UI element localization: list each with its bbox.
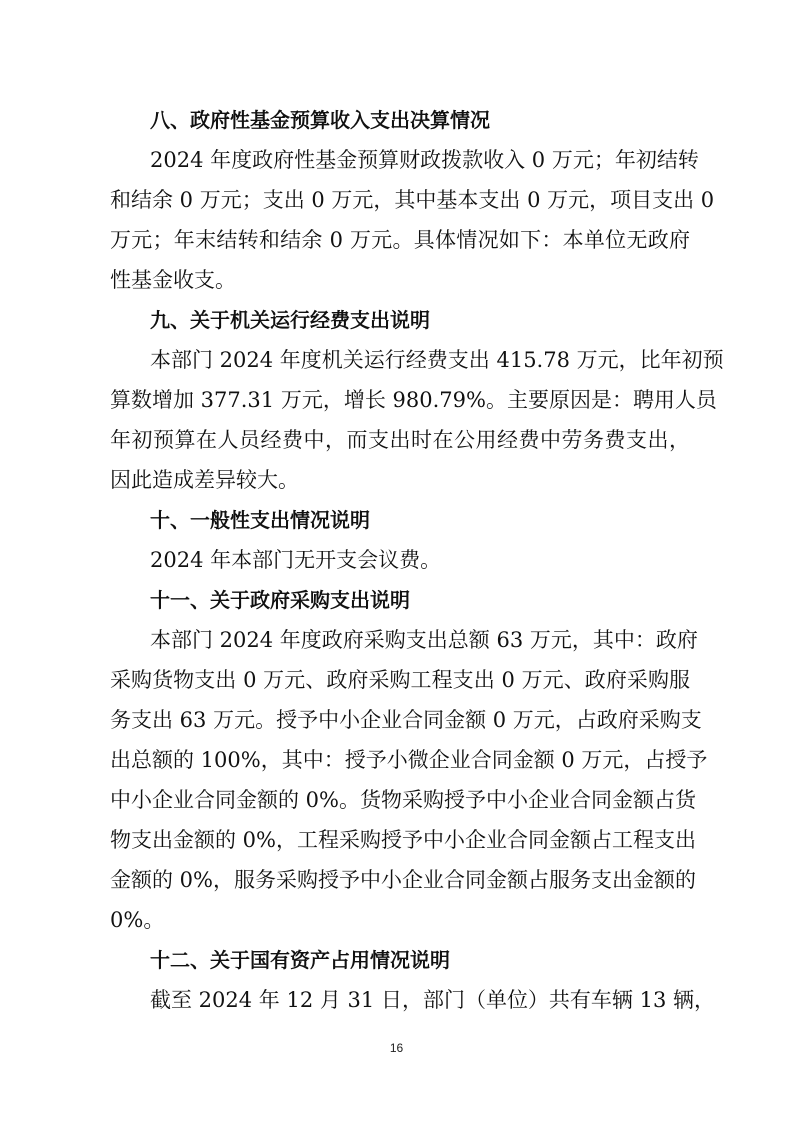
page-number: 16 <box>389 1041 404 1055</box>
paragraph-line: 算数增加 377.31 万元，增长 980.79%。主要原因是：聘用人员 <box>110 388 717 412</box>
paragraph-line: 截至 2024 年 12 月 31 日，部门（单位）共有车辆 13 辆， <box>150 988 716 1012</box>
paragraph-line: 和结余 0 万元；支出 0 万元，其中基本支出 0 万元，项目支出 0 <box>110 188 715 212</box>
paragraph-line: 出总额的 100%，其中：授予小微企业合同金额 0 万元，占授予 <box>110 748 708 772</box>
paragraph-line: 本部门 2024 年度政府采购支出总额 63 万元，其中：政府 <box>150 628 698 652</box>
section-heading-8: 八、政府性基金预算收入支出决算情况 <box>150 108 490 132</box>
paragraph-line: 务支出 63 万元。授予中小企业合同金额 0 万元，占政府采购支 <box>110 708 702 732</box>
paragraph-line: 2024 年度政府性基金预算财政拨款收入 0 万元；年初结转 <box>150 148 699 172</box>
paragraph-line: 本部门 2024 年度机关运行经费支出 415.78 万元，比年初预 <box>150 348 724 372</box>
section-heading-12: 十二、关于国有资产占用情况说明 <box>150 948 450 972</box>
paragraph-line: 性基金收支。 <box>110 268 236 292</box>
paragraph-line: 年初预算在人员经费中，而支出时在公用经费中劳务费支出， <box>110 428 690 452</box>
section-heading-9: 九、关于机关运行经费支出说明 <box>150 308 430 332</box>
section-heading-11: 十一、关于政府采购支出说明 <box>150 588 410 612</box>
paragraph-line: 中小企业合同金额的 0%。货物采购授予中小企业合同金额占货 <box>110 788 696 812</box>
paragraph-line: 2024 年本部门无开支会议费。 <box>150 548 442 572</box>
paragraph-line: 采购货物支出 0 万元、政府采购工程支出 0 万元、政府采购服 <box>110 668 690 692</box>
paragraph-line: 万元；年末结转和结余 0 万元。具体情况如下：本单位无政府 <box>110 228 690 252</box>
paragraph-line: 物支出金额的 0%，工程采购授予中小企业合同金额占工程支出 <box>110 828 696 852</box>
section-heading-10: 十、一般性支出情况说明 <box>150 508 370 532</box>
paragraph-line: 因此造成差异较大。 <box>110 468 299 492</box>
paragraph-line: 金额的 0%，服务采购授予中小企业合同金额占服务支出金额的 <box>110 868 696 892</box>
paragraph-line: 0%。 <box>110 908 165 932</box>
